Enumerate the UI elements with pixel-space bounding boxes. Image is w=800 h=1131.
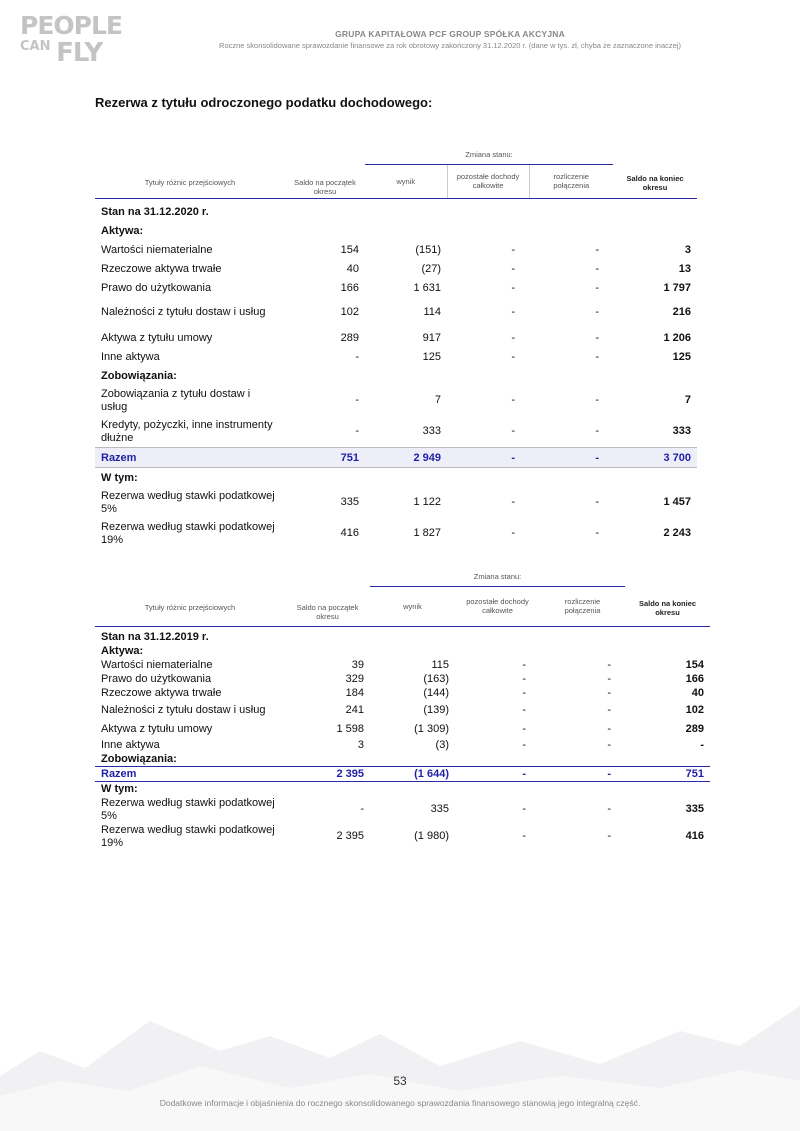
closing-value: 1 206 — [663, 331, 691, 344]
merger-value: - — [607, 803, 611, 815]
liabilities-label: Zobowiązania: — [101, 369, 177, 382]
row-label: Aktywa z tytułu umowy — [101, 331, 213, 344]
table-row — [95, 700, 710, 719]
opening-value: - — [355, 425, 359, 437]
table-row — [95, 297, 697, 328]
oci-value: - — [522, 659, 526, 671]
closing-value: 3 — [684, 243, 691, 256]
result-value: 114 — [423, 306, 441, 318]
assets-label: Aktywa: — [101, 645, 144, 657]
total-result: 2 949 — [365, 448, 447, 468]
row-label: Inne aktywa — [101, 350, 160, 363]
closing-value: 2 243 — [663, 527, 691, 539]
oci-value: - — [511, 350, 515, 363]
footer-mountain-decoration — [0, 996, 800, 1131]
result-value: (151) — [415, 243, 441, 256]
merger-value: - — [595, 496, 599, 508]
oci-value: - — [522, 803, 526, 815]
row-label: Należności z tytułu dostaw i usług — [101, 306, 266, 318]
section-title: Rezerwa z tytułu odroczonego podatku dochodowego: — [95, 95, 433, 110]
oci-value: - — [511, 527, 515, 539]
closing-value: 40 — [691, 687, 704, 699]
merger-value: - — [595, 331, 599, 344]
footer-note: Dodatkowe informacje i objaśnienia do rocznego skonsolidowanego sprawozdania finansowego stanowią jego integralną część. — [159, 1098, 641, 1108]
closing-value: 13 — [678, 262, 691, 275]
result-value: 1 827 — [413, 527, 441, 539]
result-value: 333 — [422, 425, 441, 437]
oci-value: - — [511, 306, 515, 318]
table-row — [95, 278, 697, 297]
closing-value: 1 457 — [663, 496, 691, 508]
row-label: Rzeczowe aktywa trwałe — [101, 262, 222, 275]
row-label: Prawo do użytkowania — [101, 281, 212, 294]
total-merger: - — [540, 767, 625, 782]
result-value: 917 — [422, 331, 441, 344]
assets-label: Aktywa: — [101, 224, 144, 237]
of-which-label-row — [95, 468, 697, 488]
oci-value: - — [511, 262, 515, 275]
closing-value: - — [700, 739, 704, 751]
col-title: Tytuły różnic przejściowych — [144, 603, 236, 612]
of-which-label: W tym: — [101, 471, 138, 484]
result-value: 1 122 — [413, 496, 441, 508]
result-value: (144) — [423, 687, 449, 699]
row-label: Wartości niematerialne — [101, 243, 213, 256]
row-label: Rzeczowe aktywa trwałe — [101, 687, 222, 699]
logo-fly: FLY — [56, 38, 103, 68]
opening-value: 241 — [345, 703, 364, 716]
opening-value: 39 — [351, 659, 364, 671]
merger-value: - — [595, 350, 599, 363]
opening-value: 184 — [345, 687, 364, 699]
result-value: 125 — [422, 350, 441, 363]
row-label: Należności z tytułu dostaw i usług — [101, 703, 266, 716]
row-label: Wartości niematerialne — [101, 659, 213, 671]
table-row — [95, 658, 710, 672]
closing-value: 335 — [685, 803, 704, 815]
merger-value: - — [607, 659, 611, 671]
result-value: 335 — [430, 803, 449, 815]
table-row — [95, 796, 710, 823]
total-row — [95, 448, 697, 468]
liabilities-label-row — [95, 366, 697, 385]
logo-line-can-fly — [20, 38, 103, 68]
result-value: (163) — [423, 673, 449, 685]
row-label: Rezerwa według stawki podatkowej 19% — [101, 823, 275, 849]
merger-value: - — [595, 262, 599, 275]
total-closing: 751 — [625, 767, 710, 782]
col-oci: pozostałe dochody całkowite — [466, 597, 529, 616]
col-result: wynik — [396, 176, 416, 186]
deferred-tax-table-2020 — [95, 145, 697, 549]
col-closing: Saldo na koniec okresu — [626, 173, 684, 192]
result-value: (1 980) — [414, 830, 449, 842]
merger-value: - — [607, 739, 611, 751]
table-heading: Stan na 31.12.2020 r. — [101, 205, 209, 218]
total-row — [95, 767, 710, 782]
row-label: Zobowiązania z tytułu dostaw i usług — [101, 387, 251, 413]
closing-value: 333 — [672, 425, 691, 437]
row-label: Prawo do użytkowania — [101, 673, 212, 685]
result-value: 7 — [434, 394, 441, 406]
merger-value: - — [607, 830, 611, 842]
row-label: Aktywa z tytułu umowy — [101, 722, 213, 735]
merger-value: - — [595, 527, 599, 539]
opening-value: 166 — [340, 281, 359, 294]
oci-value: - — [522, 673, 526, 685]
total-opening: 2 395 — [285, 767, 370, 782]
opening-value: - — [355, 394, 359, 406]
deferred-tax-table-2019 — [95, 567, 710, 850]
document-header — [100, 29, 800, 50]
col-opening: Saldo na początek okresu — [294, 177, 356, 196]
table-2020-body — [95, 199, 697, 550]
closing-value: 416 — [685, 830, 704, 842]
opening-value: 2 395 — [336, 830, 364, 842]
company-name: GRUPA KAPITAŁOWA PCF GROUP SPÓŁKA AKCYJNA — [335, 29, 565, 39]
row-label: Inne aktywa — [101, 739, 160, 751]
merger-value: - — [607, 687, 611, 699]
opening-value: - — [360, 803, 364, 815]
closing-value: 7 — [684, 394, 691, 406]
merger-value: - — [607, 722, 611, 735]
liabilities-label-row — [95, 752, 710, 767]
merger-value: - — [607, 673, 611, 685]
opening-value: 1 598 — [336, 722, 364, 735]
row-label: Rezerwa według stawki podatkowej 19% — [101, 520, 275, 546]
table-row — [95, 518, 697, 549]
closing-value: 102 — [685, 703, 704, 716]
result-value: (1 309) — [414, 722, 449, 735]
total-oci: - — [455, 767, 540, 782]
table-row — [95, 738, 710, 752]
oci-value: - — [511, 394, 515, 406]
of-which-label: W tym: — [101, 783, 138, 795]
col-closing: Saldo na koniec okresu — [638, 598, 697, 617]
col-merger: rozliczenie połączenia — [529, 164, 613, 198]
table-row — [95, 719, 710, 738]
report-subtitle: Roczne skonsolidowane sprawozdanie finansowe za rok obrotowy zakończony 31.12.2020 r. (dane w tys. zł, chyba że zaznaczone inaczej) — [219, 41, 681, 50]
col-opening: Saldo na początek okresu — [296, 602, 359, 621]
opening-value: 289 — [340, 331, 359, 344]
table-row — [95, 487, 697, 518]
logo-line-people: PEOPLE — [20, 11, 122, 40]
col-merger: rozliczenie połączenia — [564, 597, 601, 616]
row-label: Kredyty, pożyczki, inne instrumenty dłużne — [101, 418, 273, 444]
col-title: Tytuły różnic przejściowych — [144, 178, 236, 187]
merger-value: - — [595, 281, 599, 294]
total-label: Razem — [95, 767, 285, 782]
closing-value: 289 — [685, 722, 704, 735]
oci-value: - — [522, 830, 526, 842]
table-row — [95, 416, 697, 448]
closing-value: 1 797 — [663, 281, 691, 294]
of-which-label-row — [95, 782, 710, 797]
result-value: 1 631 — [413, 281, 441, 294]
opening-value: 154 — [340, 243, 359, 256]
table-row — [95, 328, 697, 347]
merger-value: - — [595, 306, 599, 318]
result-value: (3) — [435, 739, 449, 751]
opening-value: 3 — [357, 739, 364, 751]
oci-value: - — [522, 722, 526, 735]
opening-value: 329 — [345, 673, 364, 685]
col-result: wynik — [403, 601, 422, 611]
total-label: Razem — [95, 448, 285, 468]
table-row — [95, 347, 697, 366]
merger-value: - — [595, 394, 599, 406]
table-row — [95, 823, 710, 850]
table-row — [95, 672, 710, 686]
opening-value: 416 — [340, 527, 359, 539]
row-label: Rezerwa według stawki podatkowej 5% — [101, 796, 275, 822]
table-heading: Stan na 31.12.2019 r. — [101, 631, 209, 643]
oci-value: - — [511, 281, 515, 294]
table-row — [95, 259, 697, 278]
oci-value: - — [511, 243, 515, 256]
liabilities-label: Zobowiązania: — [101, 753, 177, 765]
merger-value: - — [595, 243, 599, 256]
table-row — [95, 240, 697, 259]
oci-value: - — [511, 496, 515, 508]
oci-value: - — [511, 425, 515, 437]
opening-value: 40 — [346, 262, 359, 275]
oci-value: - — [522, 739, 526, 751]
oci-value: - — [522, 703, 526, 716]
opening-value: - — [355, 350, 359, 363]
merger-value: - — [595, 425, 599, 437]
table-row — [95, 686, 710, 700]
total-opening: 751 — [285, 448, 365, 468]
page-number: 53 — [393, 1074, 407, 1088]
closing-value: 154 — [685, 659, 704, 671]
col-change-group: Zmiana stanu: — [365, 145, 613, 164]
col-change-group: Zmiana stanu: — [370, 567, 625, 586]
total-closing: 3 700 — [613, 448, 697, 468]
result-value: (27) — [421, 262, 441, 275]
closing-value: 216 — [672, 306, 691, 318]
merger-value: - — [607, 703, 611, 716]
oci-value: - — [522, 687, 526, 699]
total-result: (1 644) — [370, 767, 455, 782]
opening-value: 102 — [340, 306, 359, 318]
table-2019-body — [95, 627, 710, 851]
opening-value: 335 — [340, 496, 359, 508]
closing-value: 166 — [685, 673, 704, 685]
total-oci: - — [447, 448, 529, 468]
total-merger: - — [529, 448, 613, 468]
people-can-fly-logo — [20, 11, 122, 68]
row-label: Rezerwa według stawki podatkowej 5% — [101, 489, 275, 515]
col-oci: pozostałe dochody całkowite — [447, 164, 529, 198]
result-value: 115 — [431, 659, 449, 671]
closing-value: 125 — [672, 350, 691, 363]
result-value: (139) — [423, 703, 449, 716]
oci-value: - — [511, 331, 515, 344]
table-row — [95, 385, 697, 416]
logo-can: CAN — [20, 39, 51, 54]
